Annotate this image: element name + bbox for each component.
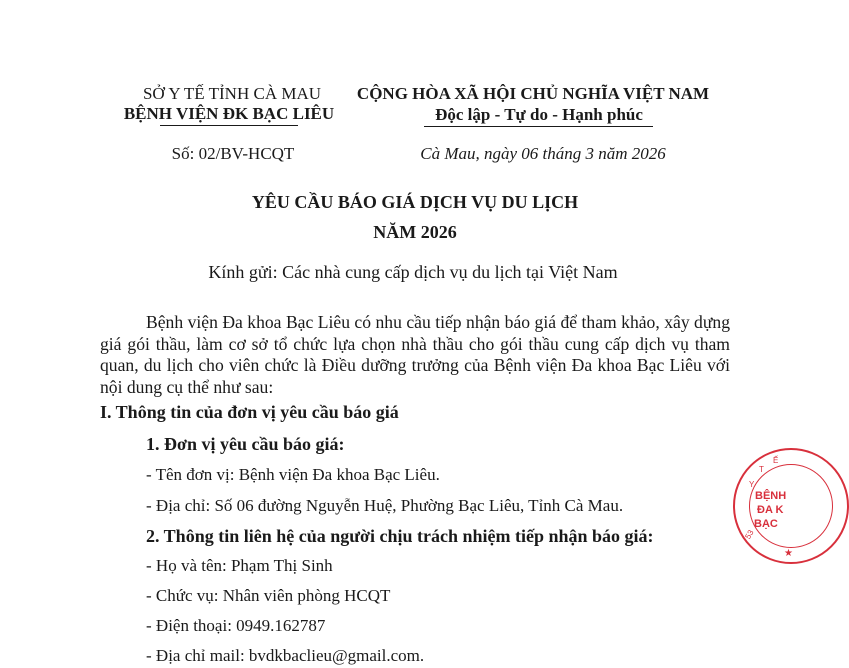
hospital-name: BỆNH VIỆN ĐK BẠC LIÊU [123,104,335,123]
contact-phone: - Điện thoại: 0949.162787 [146,616,326,635]
seal-text-line-2: ĐA K [757,504,784,516]
motto-underline [424,126,653,127]
contact-position: - Chức vụ: Nhân viên phòng HCQT [146,586,391,605]
seal-arc-letter-1: Y [749,480,755,489]
contact-name: - Họ và tên: Phạm Thị Sinh [146,556,333,575]
hospital-underline [160,125,298,126]
hospital-seal [733,448,849,564]
seal-arc-letter-2: T [759,465,764,474]
nation-name: CỘNG HÒA XÃ HỘI CHỦ NGHĨA VIỆT NAM [356,84,710,103]
seal-star-icon: ★ [784,548,793,559]
contact-email: - Địa chỉ mail: bvdkbaclieu@gmail.com. [146,646,425,665]
national-motto: Độc lập - Tự do - Hạnh phúc [435,105,643,124]
unit-address: - Địa chỉ: Số 06 đường Nguyễn Huệ, Phường Bạc Liêu, Tỉnh Cà Mau. [146,496,624,515]
recipient-line: Kính gửi: Các nhà cung cấp dịch vụ du lịch tại Việt Nam [208,262,618,282]
document-year: NĂM 2026 [373,222,457,242]
subsection-1-heading: 1. Đơn vị yêu cầu báo giá: [146,434,345,454]
seal-text-line-1: BỆNH [755,490,787,502]
seal-arc-digits: 53 [743,528,756,541]
document-title: YÊU CẦU BÁO GIÁ DỊCH VỤ DU LỊCH [251,192,579,212]
unit-name: - Tên đơn vị: Bệnh viện Đa khoa Bạc Liêu. [146,465,440,484]
section-1-heading: I. Thông tin của đơn vị yêu cầu báo giá [100,402,399,422]
intro-paragraph: Bệnh viện Đa khoa Bạc Liêu có nhu cầu tiếp nhận báo giá để tham khảo, xây dựng giá gói thầu, làm cơ sở tổ chức lựa chọn nhà thầu cho gói thầu cung cấp dịch vụ tham quan, du lịch cho viên chức là Điều dưỡng trưởng của Bệnh viện Đa khoa Bạc Liêu với nội dung cụ thể như sau: [100,312,730,398]
seal-text-line-3: BẠC [754,518,778,530]
subsection-2-heading: 2. Thông tin liên hệ của người chịu trách nhiệm tiếp nhận báo giá: [146,526,654,546]
department-name: SỞ Y TẾ TỈNH CÀ MAU [142,84,322,103]
seal-arc-letter-3: Ế [773,456,779,465]
document-number: Số: 02/BV-HCQT [171,144,295,163]
document-date: Cà Mau, ngày 06 tháng 3 năm 2026 [420,144,666,163]
